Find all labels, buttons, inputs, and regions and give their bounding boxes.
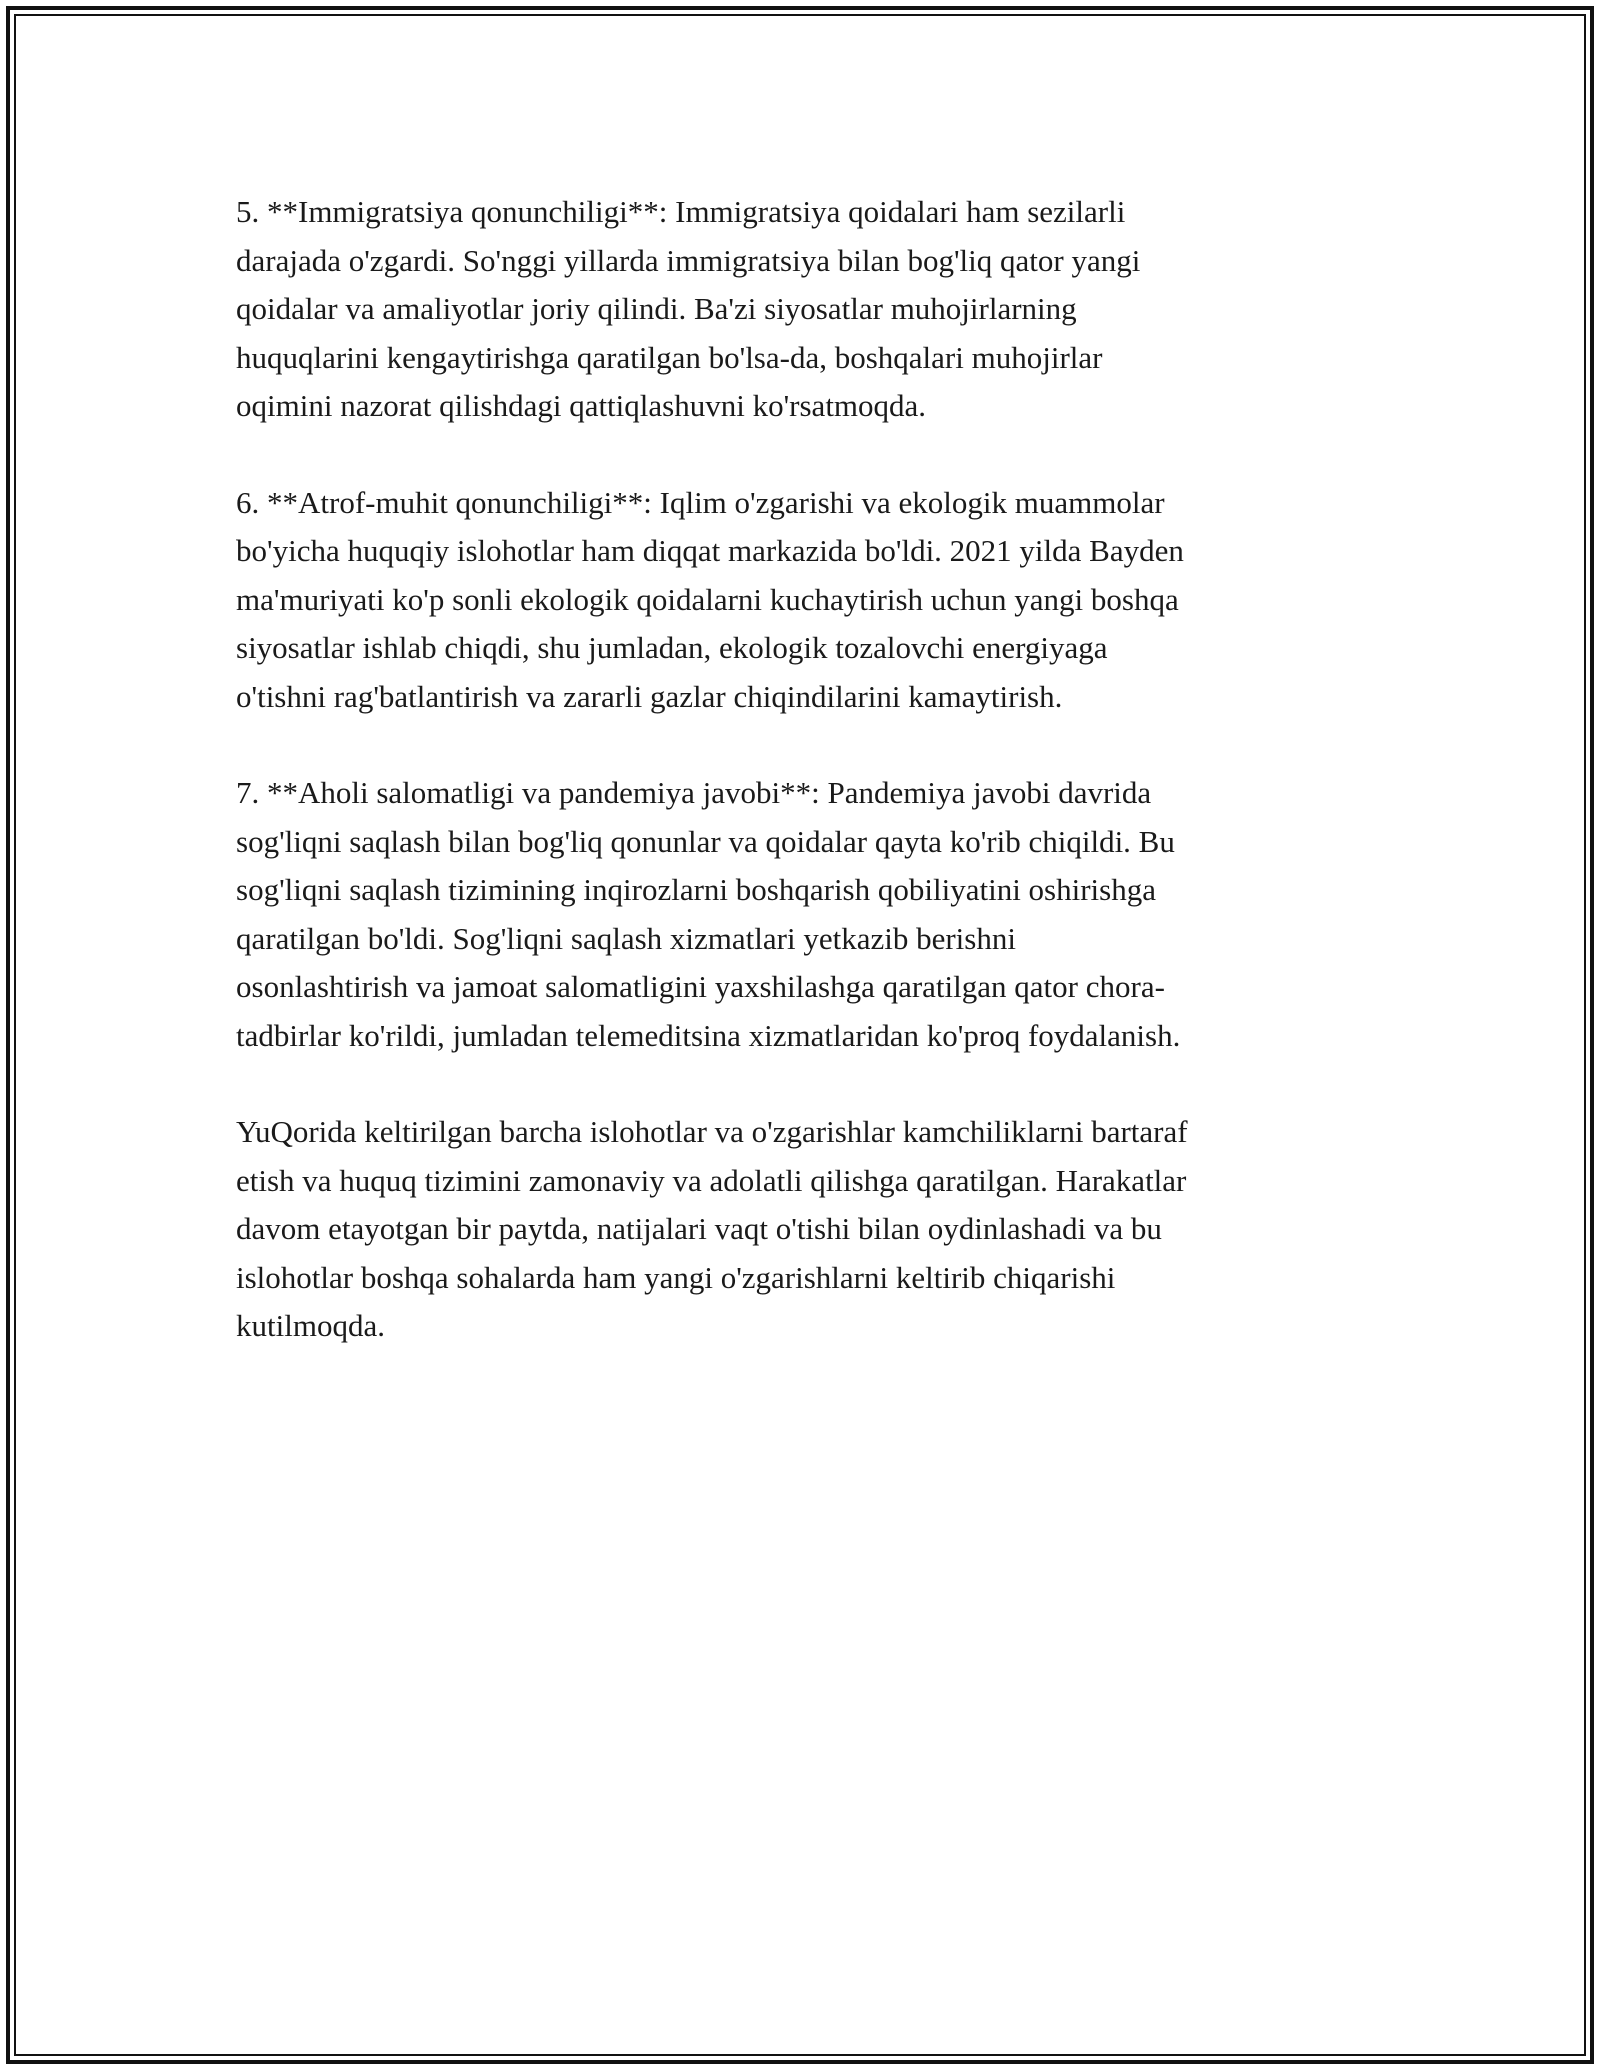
text-line: o'tishni rag'batlantirish va zararli gazlar chiqindilarini kamaytirish. (236, 678, 1063, 714)
text-line: etish va huquq tizimini zamonaviy va adolatli qilishga qaratilgan. Harakatlar (236, 1162, 1187, 1198)
paragraph-immigration-law (236, 188, 1376, 431)
document-body (236, 188, 1376, 1399)
text-line: bo'yicha huquqiy islohotlar ham diqqat markazida bo'ldi. 2021 yilda Bayden (236, 533, 1184, 568)
text-line: osonlashtirish va jamoat salomatligini yaxshilashga qaratilgan qator chora- (236, 969, 1165, 1004)
paragraph-environmental-law (236, 479, 1376, 722)
paragraph-conclusion (236, 1108, 1376, 1351)
text-line: qoidalar va amaliyotlar joriy qilindi. Ba'zi siyosatlar muhojirlarning (236, 291, 1077, 326)
text-line: qaratilgan bo'ldi. Sog'liqni saqlash xizmatlari yetkazib berishni (236, 920, 1016, 956)
text-line: sog'liqni saqlash bilan bog'liq qonunlar va qoidalar qayta ko'rib chiqildi. Bu (236, 823, 1175, 859)
text-line: 5. **Immigratsiya qonunchiligi**: Immigratsiya qoidalari ham sezilarli (236, 194, 1126, 229)
text-line: islohotlar boshqa sohalarda ham yangi o'zgarishlarni keltirib chiqarishi (236, 1259, 1116, 1295)
text-line: darajada o'zgardi. So'nggi yillarda immigratsiya bilan bog'liq qator yangi (236, 242, 1141, 278)
text-line: tadbirlar ko'rildi, jumladan telemeditsina xizmatlaridan ko'proq foydalanish. (236, 1017, 1181, 1053)
text-line: oqimini nazorat qilishdagi qattiqlashuvni ko'rsatmoqda. (236, 388, 927, 423)
text-line: huquqlarini kengaytirishga qaratilgan bo'lsa-da, boshqalari muhojirlar (236, 339, 1103, 375)
text-line: davom etayotgan bir paytda, natijalari vaqt o'tishi bilan oydinlashadi va bu (236, 1211, 1162, 1246)
text-line: kutilmoqda. (236, 1308, 385, 1343)
text-line: sog'liqni saqlash tizimining inqirozlarni boshqarish qobiliyatini oshirishga (236, 872, 1156, 907)
text-line: 7. **Aholi salomatligi va pandemiya javobi**: Pandemiya javobi davrida (236, 775, 1152, 810)
text-line: YuQorida keltirilgan barcha islohotlar va o'zgarishlar kamchiliklarni bartaraf (236, 1114, 1188, 1149)
text-line: ma'muriyati ko'p sonli ekologik qoidalarni kuchaytirish uchun yangi boshqa (236, 581, 1179, 617)
text-line: 6. **Atrof-muhit qonunchiligi**: Iqlim o'zgarishi va ekologik muammolar (236, 484, 1165, 520)
paragraph-public-health (236, 769, 1376, 1060)
text-line: siyosatlar ishlab chiqdi, shu jumladan, ekologik tozalovchi energiyaga (236, 630, 1108, 665)
